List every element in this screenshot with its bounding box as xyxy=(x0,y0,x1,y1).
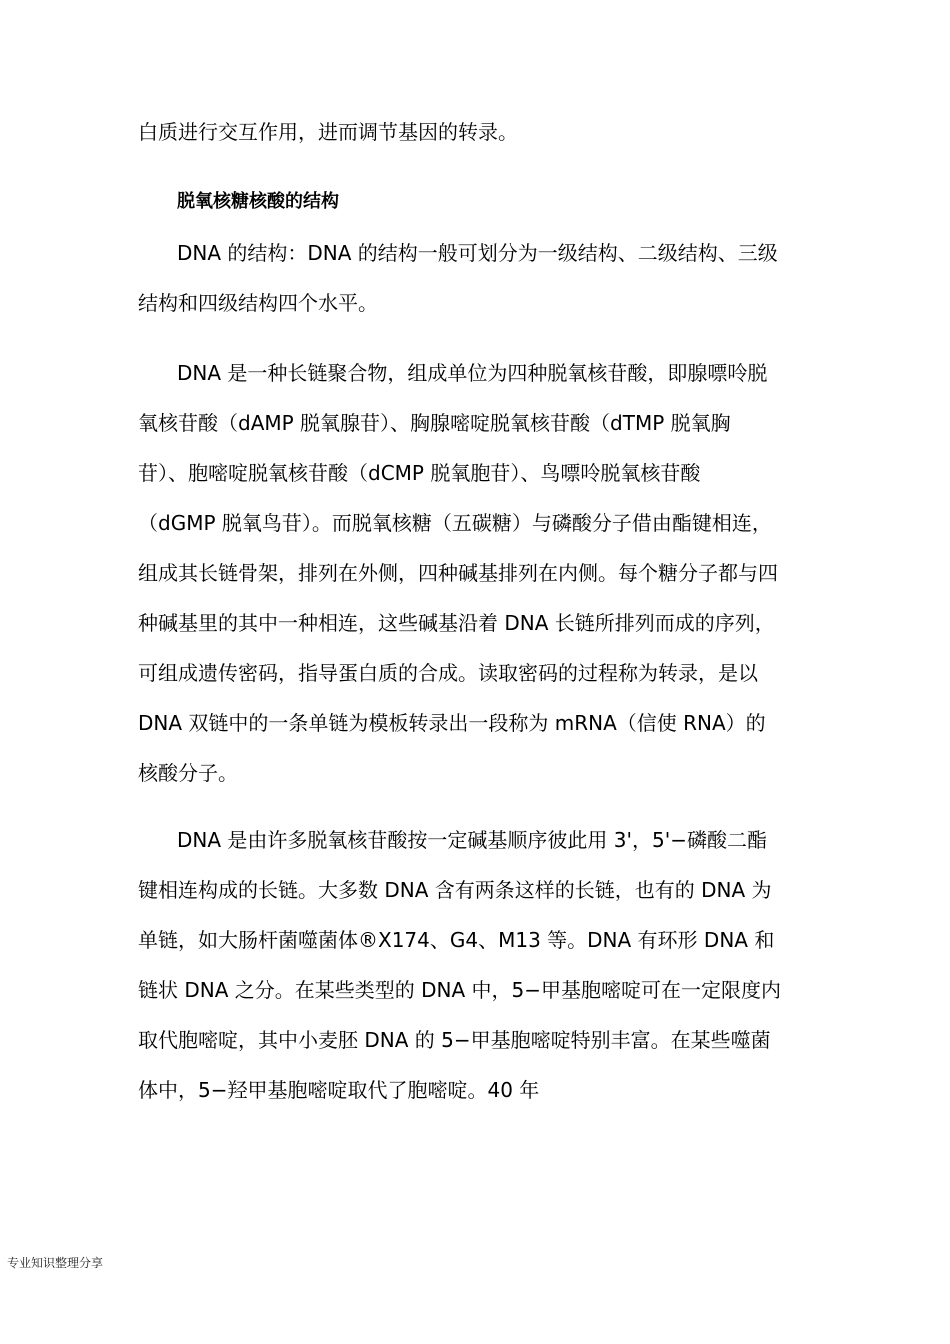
para2-line-9: 核酸分子。 xyxy=(138,761,238,785)
para3-line-6: 体中，5−羟甲基胞嘧啶取代了胞嘧啶。40 年 xyxy=(138,1078,540,1102)
para2-line-7: 可组成遗传密码，指导蛋白质的合成。读取密码的过程称为转录，是以 xyxy=(138,661,758,685)
para3-line-5: 取代胞嘧啶，其中小麦胚 DNA 的 5−甲基胞嘧啶特别丰富。在某些噬菌 xyxy=(138,1028,771,1052)
para3-line-4: 链状 DNA 之分。在某些类型的 DNA 中，5−甲基胞嘧啶可在一定限度内 xyxy=(138,978,781,1002)
para2-line-8: DNA 双链中的一条单链为模板转录出一段称为 mRNA（信使 RNA）的 xyxy=(138,711,766,735)
para3-line-2: 键相连构成的长链。大多数 DNA 含有两条这样的长链，也有的 DNA 为 xyxy=(138,878,772,902)
para1-line-1: DNA 的结构：DNA 的结构一般可划分为一级结构、二级结构、三级 xyxy=(177,241,778,265)
para3-line-1: DNA 是由许多脱氧核苷酸按一定碱基顺序彼此用 3'，5'−磷酸二酯 xyxy=(177,828,767,852)
section-heading: 脱氧核糖核酸的结构 xyxy=(177,191,339,212)
para2-line-4: （dGMP 脱氧鸟苷）。而脱氧核糖（五碳糖）与磷酸分子借由酯键相连， xyxy=(138,511,772,535)
para3-line-3: 单链，如大肠杆菌噬菌体®X174、G4、M13 等。DNA 有环形 DNA 和 xyxy=(138,928,775,952)
para2-line-2: 氧核苷酸（dAMP 脱氧腺苷）、胸腺嘧啶脱氧核苷酸（dTMP 脱氧胸 xyxy=(138,411,731,435)
text-line: 白质进行交互作用，进而调节基因的转录。 xyxy=(138,120,518,144)
para2-line-1: DNA 是一种长链聚合物，组成单位为四种脱氧核苷酸，即腺嘌呤脱 xyxy=(177,361,768,385)
para2-line-3: 苷）、胞嘧啶脱氧核苷酸（dCMP 脱氧胞苷）、鸟嘌呤脱氧核苷酸 xyxy=(138,461,701,485)
para2-line-5: 组成其长链骨架，排列在外侧，四种碱基排列在内侧。每个糖分子都与四 xyxy=(138,561,778,585)
footer-note: 专业知识整理分享 xyxy=(7,1256,104,1270)
para2-line-6: 种碱基里的其中一种相连，这些碱基沿着 DNA 长链所排列而成的序列， xyxy=(138,611,775,635)
para1-line-2: 结构和四级结构四个水平。 xyxy=(138,291,378,315)
